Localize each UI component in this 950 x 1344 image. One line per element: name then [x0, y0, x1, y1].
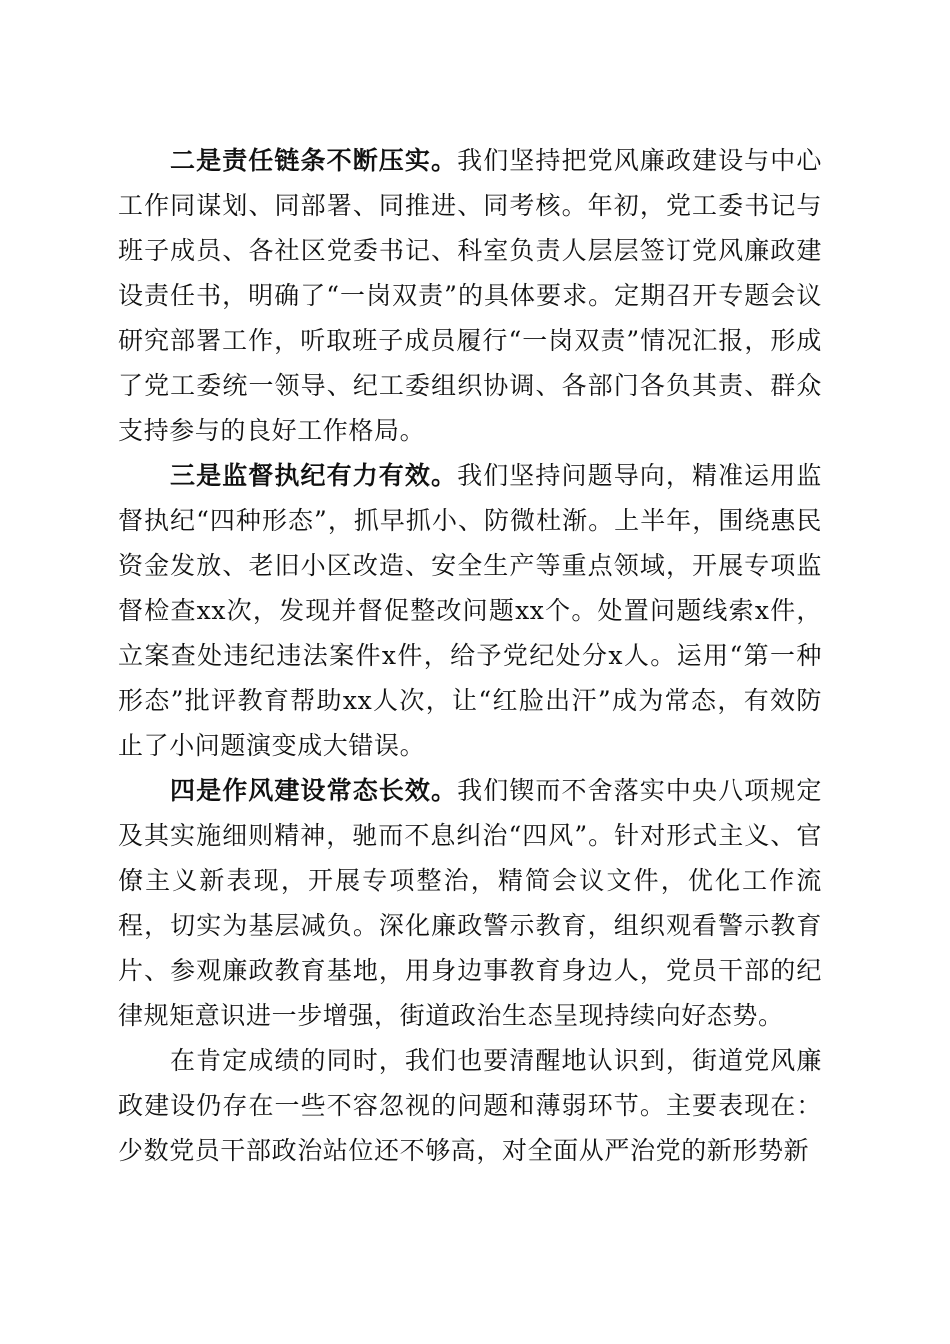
paragraph-lead: 二是责任链条不断压实。: [170, 146, 458, 175]
document-page: [118, 138, 822, 1173]
paragraph-lead: 三是监督执纪有力有效。: [170, 461, 458, 490]
paragraph-work-style: [118, 768, 822, 1038]
paragraph-body: 我们坚持问题导向，精准运用监督执纪“四种形态”，抓早抓小、防微杜渐。上半年，围绕惠民资金发放、老旧小区改造、安全生产等重点领域，开展专项监督检查xx次，发现并督促整改问题xx个。处置问题线索x件，立案查处违纪违法案件x件，给予党纪处分x人。运用“第一种形态”批评教育帮助xx人次，让“红脸出汗”成为常态，有效防止了小问题演变成大错误。: [118, 461, 822, 760]
paragraph-problems: [118, 1038, 822, 1173]
paragraph-body: 我们坚持把党风廉政建设与中心工作同谋划、同部署、同推进、同考核。年初，党工委书记与班子成员、各社区党委书记、科室负责人层层签订党风廉政建设责任书，明确了“一岗双责”的具体要求。定期召开专题会议研究部署工作，听取班子成员履行“一岗双责”情况汇报，形成了党工委统一领导、纪工委组织协调、各部门各负其责、群众支持参与的良好工作格局。: [118, 146, 822, 445]
paragraph-supervision-discipline: [118, 453, 822, 768]
paragraph-lead: 四是作风建设常态长效。: [170, 776, 458, 805]
paragraph-body: 我们锲而不舍落实中央八项规定及其实施细则精神，驰而不息纠治“四风”。针对形式主义、官僚主义新表现，开展专项整治，精简会议文件，优化工作流程，切实为基层减负。深化廉政警示教育，组织观看警示教育片、参观廉政教育基地，用身边事教育身边人，党员干部的纪律规矩意识进一步增强，街道政治生态呈现持续向好态势。: [118, 776, 822, 1030]
paragraph-body: 在肯定成绩的同时，我们也要清醒地认识到，街道党风廉政建设仍存在一些不容忽视的问题和薄弱环节。主要表现在：少数党员干部政治站位还不够高，对全面从严治党的新形势新: [118, 1046, 822, 1165]
paragraph-responsibility-chain: [118, 138, 822, 453]
